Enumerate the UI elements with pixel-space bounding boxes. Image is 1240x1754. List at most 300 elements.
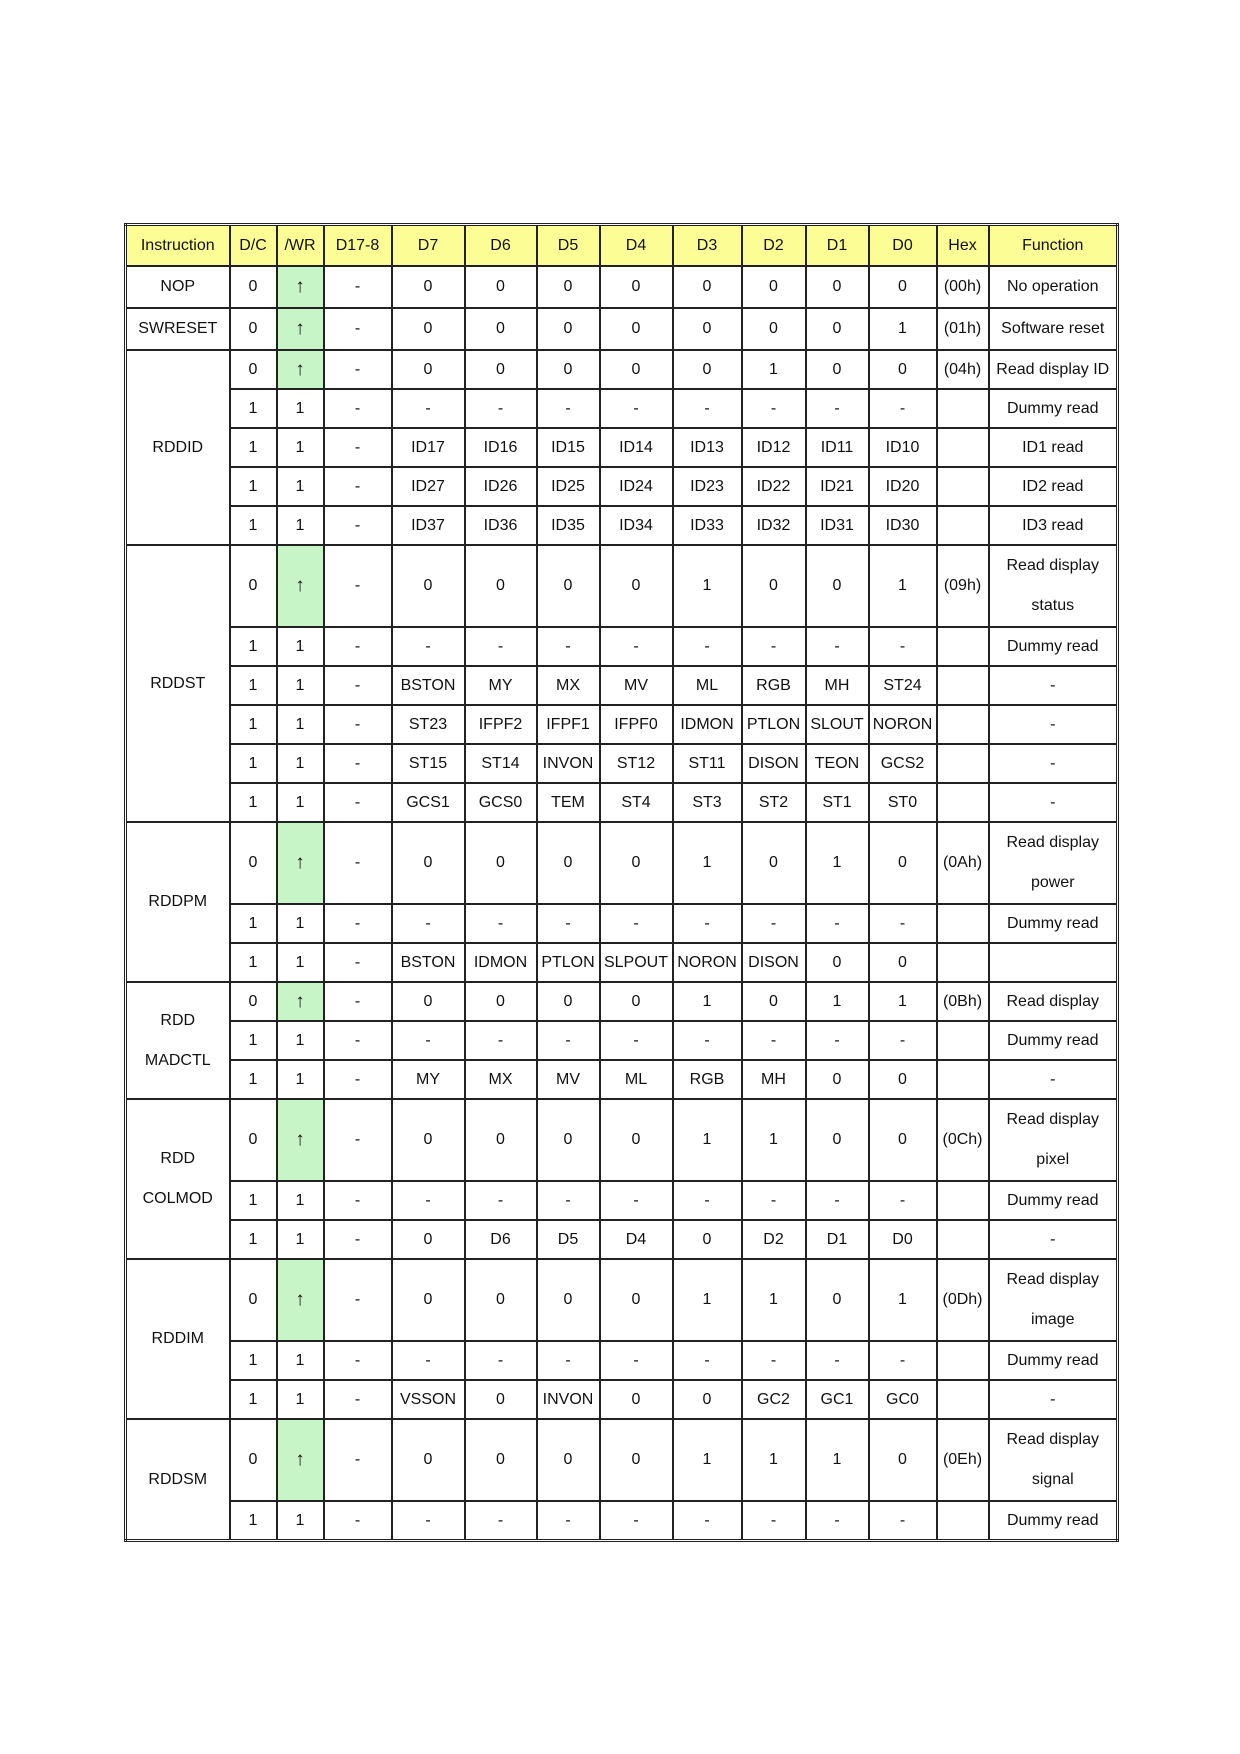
table-cell: 0 <box>742 822 806 904</box>
table-cell <box>937 389 989 428</box>
table-cell: 0 <box>869 822 937 904</box>
table-cell: D5 <box>537 1220 600 1259</box>
table-cell: (0Dh) <box>937 1259 989 1341</box>
table-cell: NORON <box>673 943 742 982</box>
table-header-row <box>126 225 1118 267</box>
instruction-cell <box>126 1259 230 1419</box>
table-cell: ID33 <box>673 506 742 545</box>
table-cell: ID10 <box>869 428 937 467</box>
column-header: D1 <box>806 225 869 267</box>
table-cell: PTLON <box>742 705 806 744</box>
table-cell: 1 <box>869 982 937 1021</box>
table-cell <box>937 1021 989 1060</box>
table-cell: ↑ <box>277 350 324 389</box>
column-header: D0 <box>869 225 937 267</box>
table-cell: - <box>324 1099 392 1181</box>
table-cell: 0 <box>230 308 277 350</box>
table-cell: (01h) <box>937 308 989 350</box>
table-row <box>126 666 1118 705</box>
table-cell: 0 <box>230 982 277 1021</box>
table-cell: 0 <box>392 982 465 1021</box>
table-cell: D4 <box>600 1220 673 1259</box>
table-cell: 0 <box>230 1419 277 1501</box>
table-cell: MX <box>537 666 600 705</box>
table-cell: - <box>673 904 742 943</box>
table-cell: 1 <box>742 1419 806 1501</box>
table-cell: 0 <box>537 1099 600 1181</box>
table-cell: - <box>465 1021 537 1060</box>
table-cell: - <box>324 627 392 666</box>
table-cell: - <box>742 904 806 943</box>
table-cell: - <box>673 1501 742 1541</box>
table-cell: 0 <box>673 1380 742 1419</box>
table-cell: MV <box>537 1060 600 1099</box>
table-cell: - <box>324 266 392 308</box>
table-cell: ST11 <box>673 744 742 783</box>
table-cell: - <box>600 627 673 666</box>
function-text: Read display <box>1006 1271 1099 1288</box>
table-cell: - <box>392 1501 465 1541</box>
table-cell: - <box>742 1501 806 1541</box>
table-cell: 1 <box>230 1501 277 1541</box>
function-cell <box>989 744 1118 783</box>
table-row <box>126 467 1118 506</box>
function-text: - <box>1050 1230 1056 1248</box>
table-row <box>126 308 1118 350</box>
table-cell: ID34 <box>600 506 673 545</box>
table-cell: INVON <box>537 744 600 783</box>
function-text: Dummy read <box>1006 1511 1099 1529</box>
table-cell: - <box>806 1181 869 1220</box>
column-header: D17-8 <box>324 225 392 267</box>
table-cell: - <box>806 389 869 428</box>
column-header: D3 <box>673 225 742 267</box>
table-cell: ST0 <box>869 783 937 822</box>
table-cell: - <box>465 1501 537 1541</box>
table-body <box>126 266 1118 1541</box>
table-cell: RGB <box>673 1060 742 1099</box>
table-cell: 0 <box>742 982 806 1021</box>
table-cell: ST12 <box>600 744 673 783</box>
function-cell <box>989 666 1118 705</box>
table-row <box>126 1220 1118 1259</box>
table-cell: 0 <box>465 350 537 389</box>
instruction-name: MADCTL <box>144 1051 211 1069</box>
instruction-name: RDDPM <box>148 893 208 910</box>
table-row <box>126 1259 1118 1341</box>
table-cell <box>937 1220 989 1259</box>
table-cell: - <box>537 1341 600 1380</box>
table-cell: 0 <box>537 350 600 389</box>
function-text: signal <box>1031 1471 1074 1488</box>
table-cell: ML <box>673 666 742 705</box>
table-cell: DISON <box>742 943 806 982</box>
table-cell: 1 <box>806 822 869 904</box>
table-cell: - <box>324 943 392 982</box>
table-cell: - <box>324 1341 392 1380</box>
table-cell: ↑ <box>277 822 324 904</box>
table-cell <box>937 666 989 705</box>
table-cell: 0 <box>537 308 600 350</box>
table-cell: 1 <box>277 943 324 982</box>
table-cell: ID32 <box>742 506 806 545</box>
table-cell: INVON <box>537 1380 600 1419</box>
table-cell: GCS2 <box>869 744 937 783</box>
table-cell: ↑ <box>277 545 324 627</box>
table-cell: ST2 <box>742 783 806 822</box>
table-cell: - <box>673 1021 742 1060</box>
table-cell: 1 <box>277 467 324 506</box>
table-cell: - <box>324 822 392 904</box>
table-cell <box>937 744 989 783</box>
table-cell: (04h) <box>937 350 989 389</box>
table-cell: ST3 <box>673 783 742 822</box>
function-text: ID1 read <box>1022 438 1084 456</box>
instruction-cell <box>126 1419 230 1541</box>
table-cell: 1 <box>673 982 742 1021</box>
table-cell: D2 <box>742 1220 806 1259</box>
table-cell: - <box>806 1501 869 1541</box>
table-cell: IFPF0 <box>600 705 673 744</box>
column-header: D/C <box>230 225 277 267</box>
table-cell: 0 <box>230 1099 277 1181</box>
column-header: Hex <box>937 225 989 267</box>
table-cell: D0 <box>869 1220 937 1259</box>
table-row <box>126 1419 1118 1501</box>
table-cell: 1 <box>869 308 937 350</box>
table-cell: IFPF2 <box>465 705 537 744</box>
table-cell: - <box>742 1181 806 1220</box>
table-cell: 1 <box>869 1259 937 1341</box>
table-cell: 1 <box>277 428 324 467</box>
instruction-name: RDD <box>160 1011 196 1029</box>
table-cell: 1 <box>277 506 324 545</box>
table-cell: - <box>537 904 600 943</box>
function-cell <box>989 627 1118 666</box>
instruction-cell <box>126 1099 230 1259</box>
table-cell: - <box>392 389 465 428</box>
table-row <box>126 350 1118 389</box>
table-cell: TEM <box>537 783 600 822</box>
table-cell: 1 <box>230 943 277 982</box>
function-text: power <box>1030 874 1075 891</box>
table-cell: - <box>869 389 937 428</box>
table-cell: 1 <box>673 1419 742 1501</box>
function-text: Read display <box>1006 992 1099 1010</box>
table-cell: 0 <box>392 1259 465 1341</box>
table-cell: 0 <box>465 982 537 1021</box>
table-cell: (0Ah) <box>937 822 989 904</box>
table-cell: - <box>742 389 806 428</box>
function-cell <box>989 1060 1118 1099</box>
function-text: ID3 read <box>1022 516 1084 534</box>
function-text: Read display <box>1006 1111 1099 1128</box>
table-cell <box>937 1060 989 1099</box>
function-text: Read display <box>1006 557 1099 574</box>
table-cell: 0 <box>465 1259 537 1341</box>
table-cell: ID22 <box>742 467 806 506</box>
table-cell: 1 <box>230 627 277 666</box>
table-cell: 0 <box>465 1380 537 1419</box>
table-row <box>126 1021 1118 1060</box>
table-cell: - <box>600 1021 673 1060</box>
table-row <box>126 1380 1118 1419</box>
table-cell: 0 <box>869 1099 937 1181</box>
function-cell <box>989 705 1118 744</box>
table-cell: (0Ch) <box>937 1099 989 1181</box>
function-cell <box>989 904 1118 943</box>
table-cell: 0 <box>537 1259 600 1341</box>
table-cell: ST1 <box>806 783 869 822</box>
instruction-cell <box>126 266 230 308</box>
table-cell: - <box>869 1181 937 1220</box>
table-cell: 1 <box>673 545 742 627</box>
table-cell: - <box>869 627 937 666</box>
table-cell: ID16 <box>465 428 537 467</box>
table-cell: - <box>869 904 937 943</box>
function-cell <box>989 943 1118 982</box>
table-cell: 1 <box>806 1419 869 1501</box>
table-cell: ↑ <box>277 1419 324 1501</box>
table-cell: D6 <box>465 1220 537 1259</box>
table-cell: 0 <box>600 1419 673 1501</box>
table-cell: IDMON <box>465 943 537 982</box>
table-cell: SLPOUT <box>600 943 673 982</box>
table-cell: - <box>465 1181 537 1220</box>
function-text: image <box>1030 1311 1075 1328</box>
table-cell: - <box>392 1181 465 1220</box>
table-row <box>126 744 1118 783</box>
table-cell: 0 <box>742 266 806 308</box>
function-text: pixel <box>1036 1151 1070 1168</box>
table-cell: - <box>324 1060 392 1099</box>
table-cell: 0 <box>465 266 537 308</box>
function-text: Software reset <box>1001 320 1105 337</box>
instruction-name: RDDID <box>152 438 204 456</box>
table-cell: 0 <box>673 266 742 308</box>
table-cell: 0 <box>600 1099 673 1181</box>
instruction-name: RDDIM <box>151 1330 204 1347</box>
table-cell: 1 <box>277 1181 324 1220</box>
table-row <box>126 545 1118 627</box>
function-cell <box>989 428 1118 467</box>
table-cell: 1 <box>277 1021 324 1060</box>
function-cell <box>989 982 1118 1021</box>
table-cell <box>937 1380 989 1419</box>
function-text: Dummy read <box>1006 914 1099 932</box>
table-cell: ID25 <box>537 467 600 506</box>
table-cell: - <box>324 1021 392 1060</box>
table-cell: 0 <box>392 308 465 350</box>
table-cell: - <box>324 506 392 545</box>
table-row <box>126 1181 1118 1220</box>
instruction-cell <box>126 982 230 1099</box>
table-cell: (09h) <box>937 545 989 627</box>
table-cell: - <box>324 904 392 943</box>
table-cell: ID21 <box>806 467 869 506</box>
function-text: ID2 read <box>1022 477 1084 495</box>
table-cell: - <box>324 1259 392 1341</box>
table-row <box>126 266 1118 308</box>
table-cell: 0 <box>537 1419 600 1501</box>
instruction-name: RDD <box>160 1150 196 1167</box>
table-cell <box>937 783 989 822</box>
table-cell: 1 <box>230 1181 277 1220</box>
table-cell: 0 <box>230 822 277 904</box>
table-cell: ST23 <box>392 705 465 744</box>
table-cell: 0 <box>392 1220 465 1259</box>
instruction-name: RDDST <box>150 674 206 692</box>
table-cell: 0 <box>230 350 277 389</box>
table-cell: 1 <box>277 1341 324 1380</box>
function-cell <box>989 1501 1118 1541</box>
table-cell: 0 <box>600 350 673 389</box>
table-cell: 0 <box>465 822 537 904</box>
table-cell: - <box>600 1341 673 1380</box>
table-cell: - <box>324 1181 392 1220</box>
table-cell: - <box>324 545 392 627</box>
table-cell: 1 <box>277 627 324 666</box>
table-cell: - <box>465 1341 537 1380</box>
instruction-cell <box>126 545 230 822</box>
table-cell: MX <box>465 1060 537 1099</box>
table-cell: 0 <box>600 308 673 350</box>
table-cell: 1 <box>230 1060 277 1099</box>
column-header: D2 <box>742 225 806 267</box>
table-cell: 1 <box>230 467 277 506</box>
table-cell: 1 <box>230 705 277 744</box>
table-row <box>126 389 1118 428</box>
function-text: Dummy read <box>1006 1031 1099 1049</box>
table-cell: 0 <box>806 545 869 627</box>
table-row <box>126 428 1118 467</box>
instruction-name: NOP <box>160 278 196 295</box>
table-cell: 1 <box>277 1220 324 1259</box>
table-cell: 0 <box>392 545 465 627</box>
table-cell: VSSON <box>392 1380 465 1419</box>
table-row <box>126 1341 1118 1380</box>
table-cell: 0 <box>230 545 277 627</box>
column-header: D5 <box>537 225 600 267</box>
table-row <box>126 982 1118 1021</box>
table-cell: - <box>324 666 392 705</box>
function-cell <box>989 1341 1118 1380</box>
table-cell: - <box>324 308 392 350</box>
table-cell: GCS1 <box>392 783 465 822</box>
table-cell: 1 <box>277 705 324 744</box>
function-text: - <box>1050 1070 1056 1088</box>
function-cell <box>989 1181 1118 1220</box>
table-cell: 0 <box>806 308 869 350</box>
table-cell: 0 <box>392 1419 465 1501</box>
function-text: Read display <box>1006 834 1099 851</box>
function-text: - <box>1050 715 1056 733</box>
table-cell: - <box>742 627 806 666</box>
table-row <box>126 705 1118 744</box>
table-cell: 0 <box>806 350 869 389</box>
column-header: Instruction <box>126 225 230 267</box>
table-cell: ↑ <box>277 308 324 350</box>
table-cell: 0 <box>673 1220 742 1259</box>
table-cell: 1 <box>230 744 277 783</box>
table-cell: 0 <box>465 545 537 627</box>
table-cell <box>937 705 989 744</box>
table-cell: 0 <box>742 545 806 627</box>
table-cell: 1 <box>230 1341 277 1380</box>
table-cell: GC0 <box>869 1380 937 1419</box>
table-cell: PTLON <box>537 943 600 982</box>
table-cell: 1 <box>806 982 869 1021</box>
table-cell: 1 <box>230 666 277 705</box>
table-cell: - <box>806 1021 869 1060</box>
table-cell: 1 <box>277 783 324 822</box>
table-cell: 0 <box>806 266 869 308</box>
function-cell <box>989 1419 1118 1501</box>
table-cell: - <box>806 627 869 666</box>
table-cell: - <box>465 904 537 943</box>
table-row <box>126 783 1118 822</box>
function-cell <box>989 1380 1118 1419</box>
table-cell: IDMON <box>673 705 742 744</box>
table-cell: ID35 <box>537 506 600 545</box>
table-cell: - <box>324 1220 392 1259</box>
function-text: Dummy read <box>1006 637 1099 655</box>
table-cell: ID12 <box>742 428 806 467</box>
table-cell: 0 <box>230 266 277 308</box>
table-cell: - <box>465 389 537 428</box>
table-cell: - <box>673 1181 742 1220</box>
command-table <box>124 223 1119 1542</box>
table-cell: - <box>324 1501 392 1541</box>
table-cell: - <box>869 1021 937 1060</box>
table-cell: ID11 <box>806 428 869 467</box>
instruction-cell <box>126 308 230 350</box>
function-text: - <box>1050 676 1056 694</box>
table-cell <box>937 1341 989 1380</box>
instruction-name: RDDSM <box>148 1470 208 1488</box>
table-row <box>126 1099 1118 1181</box>
table-cell: - <box>324 705 392 744</box>
table-cell: - <box>600 389 673 428</box>
function-text: Dummy read <box>1006 1191 1099 1209</box>
table-cell: 1 <box>277 904 324 943</box>
table-cell: - <box>742 1341 806 1380</box>
table-cell: - <box>324 783 392 822</box>
function-cell <box>989 506 1118 545</box>
function-text: Read display <box>1006 1431 1099 1448</box>
table-cell: 0 <box>537 822 600 904</box>
table-cell: MV <box>600 666 673 705</box>
function-cell <box>989 350 1118 389</box>
table-cell: - <box>324 389 392 428</box>
table-cell: ID24 <box>600 467 673 506</box>
function-cell <box>989 1099 1118 1181</box>
table-cell: 1 <box>230 904 277 943</box>
function-cell <box>989 1259 1118 1341</box>
table-cell: - <box>324 350 392 389</box>
table-cell: GCS0 <box>465 783 537 822</box>
function-cell <box>989 467 1118 506</box>
table-cell: 1 <box>277 1060 324 1099</box>
instruction-name: SWRESET <box>138 320 218 337</box>
table-cell: - <box>324 1380 392 1419</box>
table-cell: 1 <box>230 506 277 545</box>
table-cell: 0 <box>600 545 673 627</box>
table-cell: 0 <box>600 982 673 1021</box>
table-cell: 1 <box>277 1380 324 1419</box>
function-cell <box>989 266 1118 308</box>
table-cell: 0 <box>392 350 465 389</box>
